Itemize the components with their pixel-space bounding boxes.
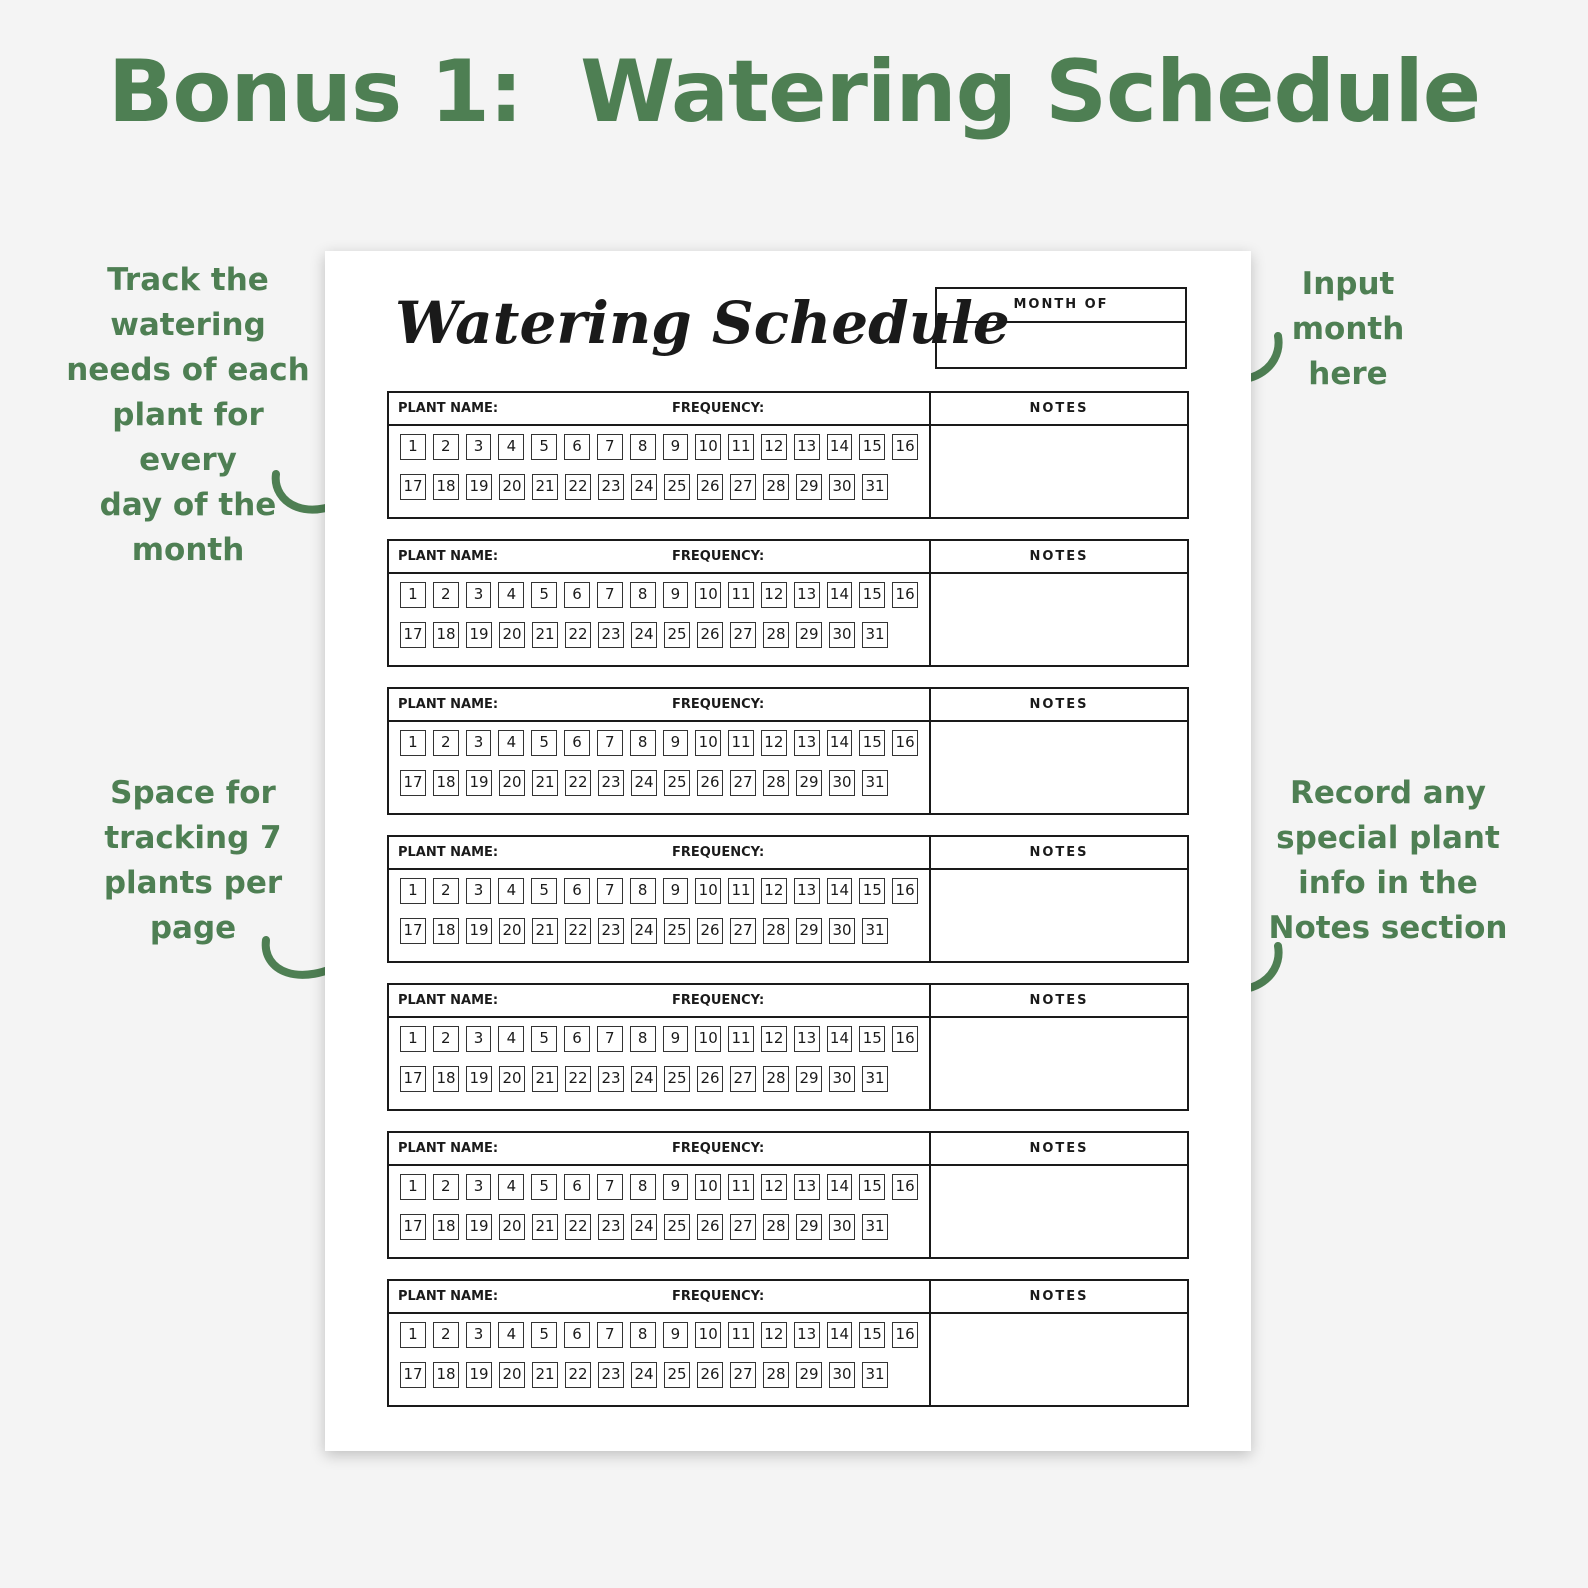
- day-checkbox[interactable]: 21: [532, 1066, 558, 1092]
- plant-blocks: [387, 391, 1189, 1427]
- month-of-label: MONTH OF: [937, 289, 1185, 323]
- day-checkbox[interactable]: 13: [794, 1322, 820, 1348]
- day-checkbox[interactable]: 30: [829, 1214, 855, 1240]
- day-checkbox[interactable]: 21: [532, 918, 558, 944]
- day-checkbox[interactable]: 3: [466, 1026, 492, 1052]
- day-checkbox[interactable]: 13: [794, 878, 820, 904]
- day-checkbox[interactable]: 11: [728, 1322, 754, 1348]
- day-checkbox[interactable]: 26: [697, 918, 723, 944]
- day-checkbox[interactable]: 18: [433, 1362, 459, 1388]
- day-checkbox[interactable]: 4: [498, 1322, 524, 1348]
- day-checkbox[interactable]: 15: [859, 1174, 885, 1200]
- day-checkbox[interactable]: 13: [794, 1174, 820, 1200]
- day-checkbox[interactable]: 10: [695, 1026, 721, 1052]
- day-checkbox[interactable]: 25: [664, 1066, 690, 1092]
- day-checkbox[interactable]: 13: [794, 582, 820, 608]
- day-checkbox[interactable]: 31: [862, 1214, 888, 1240]
- day-checkbox[interactable]: 10: [695, 1174, 721, 1200]
- day-checkbox[interactable]: 21: [532, 770, 558, 796]
- day-checkbox[interactable]: 27: [730, 474, 756, 500]
- plant-block-header: [389, 1281, 1187, 1314]
- day-checkbox[interactable]: 21: [532, 1362, 558, 1388]
- notes-label: NOTES: [1029, 549, 1089, 564]
- day-checkbox[interactable]: 26: [697, 1066, 723, 1092]
- day-checkbox[interactable]: 25: [664, 770, 690, 796]
- day-row-2: [400, 1362, 925, 1389]
- day-checkbox[interactable]: 24: [631, 622, 657, 648]
- frequency-label: FREQUENCY:: [672, 1289, 765, 1304]
- day-checkbox[interactable]: 4: [498, 878, 524, 904]
- day-checkbox[interactable]: 22: [565, 1214, 591, 1240]
- day-checkbox[interactable]: 22: [565, 474, 591, 500]
- plant-block: [387, 539, 1189, 667]
- day-checkbox[interactable]: 24: [631, 1214, 657, 1240]
- notes-field[interactable]: [931, 1166, 1187, 1257]
- day-checkbox[interactable]: 24: [631, 770, 657, 796]
- day-checkbox[interactable]: 22: [565, 770, 591, 796]
- plant-block: [387, 1279, 1189, 1407]
- day-checkbox[interactable]: 10: [695, 434, 721, 460]
- day-checkbox[interactable]: 12: [761, 582, 787, 608]
- day-checkbox[interactable]: 4: [498, 730, 524, 756]
- day-checkbox[interactable]: 20: [499, 918, 525, 944]
- frequency-label: FREQUENCY:: [672, 993, 765, 1008]
- day-checkbox[interactable]: 4: [498, 582, 524, 608]
- day-checkbox[interactable]: 30: [829, 1362, 855, 1388]
- day-grid: [400, 434, 925, 514]
- day-checkbox[interactable]: 9: [663, 1322, 689, 1348]
- day-checkbox[interactable]: 22: [565, 918, 591, 944]
- day-checkbox[interactable]: 14: [827, 1322, 853, 1348]
- day-checkbox[interactable]: 4: [498, 1026, 524, 1052]
- day-checkbox[interactable]: 31: [862, 474, 888, 500]
- day-checkbox[interactable]: 4: [498, 434, 524, 460]
- day-checkbox[interactable]: 6: [564, 582, 590, 608]
- day-checkbox[interactable]: 11: [728, 1174, 754, 1200]
- day-checkbox[interactable]: 15: [859, 434, 885, 460]
- day-row-1: [400, 434, 925, 461]
- plant-block-header: [389, 541, 1187, 574]
- day-checkbox[interactable]: 10: [695, 730, 721, 756]
- day-checkbox[interactable]: 21: [532, 622, 558, 648]
- day-checkbox[interactable]: 23: [598, 1362, 624, 1388]
- day-checkbox[interactable]: 27: [730, 918, 756, 944]
- day-checkbox[interactable]: 2: [433, 1174, 459, 1200]
- frequency-label: FREQUENCY:: [672, 549, 765, 564]
- day-checkbox[interactable]: 3: [466, 1322, 492, 1348]
- day-checkbox[interactable]: 3: [466, 582, 492, 608]
- day-checkbox[interactable]: 7: [597, 1026, 623, 1052]
- day-checkbox[interactable]: 20: [499, 1362, 525, 1388]
- day-checkbox[interactable]: 17: [400, 770, 426, 796]
- day-checkbox[interactable]: 6: [564, 878, 590, 904]
- day-checkbox[interactable]: 28: [763, 770, 789, 796]
- callout-track-watering: Track the watering needs of each plant for every day of the month: [66, 262, 310, 568]
- day-checkbox[interactable]: 5: [531, 1174, 557, 1200]
- day-checkbox[interactable]: 28: [763, 474, 789, 500]
- day-row-2: [400, 918, 925, 945]
- day-checkbox[interactable]: 30: [829, 474, 855, 500]
- day-checkbox[interactable]: 24: [631, 918, 657, 944]
- plant-block: [387, 391, 1189, 519]
- day-checkbox[interactable]: 6: [564, 730, 590, 756]
- day-checkbox[interactable]: 8: [630, 1174, 656, 1200]
- day-checkbox[interactable]: 3: [466, 434, 492, 460]
- notes-label: NOTES: [1029, 1141, 1089, 1156]
- day-checkbox[interactable]: 30: [829, 1066, 855, 1092]
- day-checkbox[interactable]: 30: [829, 770, 855, 796]
- notes-label: NOTES: [1029, 401, 1089, 416]
- day-checkbox[interactable]: 16: [892, 1026, 918, 1052]
- day-grid: [400, 730, 925, 810]
- day-checkbox[interactable]: 22: [565, 1066, 591, 1092]
- day-checkbox[interactable]: 1: [400, 582, 426, 608]
- day-checkbox[interactable]: 1: [400, 1174, 426, 1200]
- day-checkbox[interactable]: 7: [597, 730, 623, 756]
- day-checkbox[interactable]: 28: [763, 918, 789, 944]
- day-checkbox[interactable]: 29: [796, 1066, 822, 1092]
- day-checkbox[interactable]: 20: [499, 1214, 525, 1240]
- notes-label: NOTES: [1029, 845, 1089, 860]
- month-of-field[interactable]: [937, 323, 1185, 367]
- notes-field[interactable]: [931, 722, 1187, 813]
- day-checkbox[interactable]: 6: [564, 1026, 590, 1052]
- frequency-label: FREQUENCY:: [672, 697, 765, 712]
- day-checkbox[interactable]: 3: [466, 1174, 492, 1200]
- day-checkbox[interactable]: 1: [400, 730, 426, 756]
- day-checkbox[interactable]: 8: [630, 1322, 656, 1348]
- day-checkbox[interactable]: 2: [433, 878, 459, 904]
- day-checkbox[interactable]: 1: [400, 878, 426, 904]
- day-checkbox[interactable]: 12: [761, 878, 787, 904]
- day-checkbox[interactable]: 28: [763, 1214, 789, 1240]
- day-checkbox[interactable]: 24: [631, 1362, 657, 1388]
- day-checkbox[interactable]: 23: [598, 622, 624, 648]
- day-checkbox[interactable]: 6: [564, 1322, 590, 1348]
- day-checkbox[interactable]: 23: [598, 1214, 624, 1240]
- day-checkbox[interactable]: 3: [466, 878, 492, 904]
- month-of-box: [935, 287, 1187, 369]
- day-checkbox[interactable]: 17: [400, 1362, 426, 1388]
- day-checkbox[interactable]: 30: [829, 918, 855, 944]
- day-checkbox[interactable]: 11: [728, 582, 754, 608]
- plant-block: [387, 1131, 1189, 1259]
- day-checkbox[interactable]: 17: [400, 918, 426, 944]
- day-checkbox[interactable]: 2: [433, 730, 459, 756]
- day-checkbox[interactable]: 16: [892, 1322, 918, 1348]
- day-checkbox[interactable]: 18: [433, 622, 459, 648]
- callout-seven-plants: Space for tracking 7 plants per page: [103, 775, 283, 946]
- day-checkbox[interactable]: 14: [827, 1174, 853, 1200]
- day-checkbox[interactable]: 19: [466, 1214, 492, 1240]
- day-checkbox[interactable]: 25: [664, 1362, 690, 1388]
- frequency-label: FREQUENCY:: [672, 845, 765, 860]
- day-checkbox[interactable]: 19: [466, 1362, 492, 1388]
- day-checkbox[interactable]: 8: [630, 434, 656, 460]
- day-checkbox[interactable]: 27: [730, 1066, 756, 1092]
- day-row-2: [400, 622, 925, 649]
- plant-name-label: PLANT NAME:: [398, 845, 499, 860]
- day-checkbox[interactable]: 29: [796, 770, 822, 796]
- day-checkbox[interactable]: 19: [466, 918, 492, 944]
- page-headline: Bonus 1: Watering Schedule: [107, 42, 1481, 142]
- day-checkbox[interactable]: 18: [433, 770, 459, 796]
- day-checkbox[interactable]: 1: [400, 1026, 426, 1052]
- sheet-title: Watering Schedule: [395, 289, 1010, 357]
- day-checkbox[interactable]: 20: [499, 1066, 525, 1092]
- day-checkbox[interactable]: 26: [697, 1362, 723, 1388]
- day-checkbox[interactable]: 16: [892, 434, 918, 460]
- day-checkbox[interactable]: 26: [697, 474, 723, 500]
- day-checkbox[interactable]: 24: [631, 474, 657, 500]
- day-checkbox[interactable]: 31: [862, 622, 888, 648]
- day-checkbox[interactable]: 27: [730, 770, 756, 796]
- day-checkbox[interactable]: 25: [664, 622, 690, 648]
- day-checkbox[interactable]: 19: [466, 770, 492, 796]
- plant-name-label: PLANT NAME:: [398, 401, 499, 416]
- day-checkbox[interactable]: 8: [630, 730, 656, 756]
- day-checkbox[interactable]: 1: [400, 1322, 426, 1348]
- day-row-2: [400, 770, 925, 797]
- notes-label: NOTES: [1029, 993, 1089, 1008]
- plant-block-header: [389, 689, 1187, 722]
- day-checkbox[interactable]: 29: [796, 1214, 822, 1240]
- plant-block-header: [389, 985, 1187, 1018]
- day-checkbox[interactable]: 2: [433, 1026, 459, 1052]
- day-checkbox[interactable]: 26: [697, 1214, 723, 1240]
- day-checkbox[interactable]: 10: [695, 582, 721, 608]
- day-checkbox[interactable]: 17: [400, 1066, 426, 1092]
- notes-field[interactable]: [931, 426, 1187, 517]
- day-row-2: [400, 1066, 925, 1093]
- day-checkbox[interactable]: 7: [597, 1174, 623, 1200]
- day-row-1: [400, 878, 925, 905]
- day-checkbox[interactable]: 7: [597, 1322, 623, 1348]
- day-checkbox[interactable]: 21: [532, 1214, 558, 1240]
- day-checkbox[interactable]: 27: [730, 1362, 756, 1388]
- day-checkbox[interactable]: 12: [761, 1322, 787, 1348]
- day-checkbox[interactable]: 9: [663, 1174, 689, 1200]
- day-row-1: [400, 730, 925, 757]
- callout-input-month: Input month here: [1291, 266, 1405, 392]
- day-checkbox[interactable]: 30: [829, 622, 855, 648]
- day-checkbox[interactable]: 16: [892, 582, 918, 608]
- day-checkbox[interactable]: 26: [697, 622, 723, 648]
- plant-block: [387, 835, 1189, 963]
- day-row-2: [400, 474, 925, 501]
- day-checkbox[interactable]: 2: [433, 434, 459, 460]
- day-checkbox[interactable]: 20: [499, 474, 525, 500]
- day-checkbox[interactable]: 31: [862, 1066, 888, 1092]
- day-checkbox[interactable]: 17: [400, 1214, 426, 1240]
- day-checkbox[interactable]: 8: [630, 1026, 656, 1052]
- day-checkbox[interactable]: 22: [565, 1362, 591, 1388]
- notes-label: NOTES: [1029, 1289, 1089, 1304]
- day-checkbox[interactable]: 28: [763, 1066, 789, 1092]
- day-row-1: [400, 582, 925, 609]
- day-checkbox[interactable]: 16: [892, 1174, 918, 1200]
- day-checkbox[interactable]: 12: [761, 1026, 787, 1052]
- day-checkbox[interactable]: 29: [796, 1362, 822, 1388]
- day-checkbox[interactable]: 6: [564, 1174, 590, 1200]
- day-checkbox[interactable]: 8: [630, 582, 656, 608]
- day-checkbox[interactable]: 24: [631, 1066, 657, 1092]
- day-checkbox[interactable]: 29: [796, 622, 822, 648]
- day-checkbox[interactable]: 14: [827, 730, 853, 756]
- plant-name-label: PLANT NAME:: [398, 993, 499, 1008]
- day-checkbox[interactable]: 18: [433, 918, 459, 944]
- day-checkbox[interactable]: 15: [859, 582, 885, 608]
- frequency-label: FREQUENCY:: [672, 1141, 765, 1156]
- day-checkbox[interactable]: 5: [531, 878, 557, 904]
- plant-name-label: PLANT NAME:: [398, 697, 499, 712]
- day-checkbox[interactable]: 31: [862, 1362, 888, 1388]
- plant-block-header: [389, 393, 1187, 426]
- notes-label: NOTES: [1029, 697, 1089, 712]
- day-checkbox[interactable]: 11: [728, 730, 754, 756]
- day-checkbox[interactable]: 11: [728, 1026, 754, 1052]
- day-checkbox[interactable]: 9: [663, 582, 689, 608]
- day-checkbox[interactable]: 27: [730, 1214, 756, 1240]
- day-checkbox[interactable]: 5: [531, 582, 557, 608]
- day-checkbox[interactable]: 5: [531, 1026, 557, 1052]
- plant-name-label: PLANT NAME:: [398, 1141, 499, 1156]
- day-checkbox[interactable]: 28: [763, 1362, 789, 1388]
- plant-name-label: PLANT NAME:: [398, 1289, 499, 1304]
- day-checkbox[interactable]: 9: [663, 878, 689, 904]
- plant-block-header: [389, 1133, 1187, 1166]
- day-checkbox[interactable]: 17: [400, 474, 426, 500]
- day-checkbox[interactable]: 12: [761, 1174, 787, 1200]
- day-checkbox[interactable]: 14: [827, 1026, 853, 1052]
- day-checkbox[interactable]: 7: [597, 582, 623, 608]
- day-checkbox[interactable]: 18: [433, 1066, 459, 1092]
- plant-name-label: PLANT NAME:: [398, 549, 499, 564]
- day-checkbox[interactable]: 29: [796, 918, 822, 944]
- plant-block: [387, 687, 1189, 815]
- notes-field[interactable]: [931, 1314, 1187, 1405]
- day-checkbox[interactable]: 23: [598, 918, 624, 944]
- day-checkbox[interactable]: 13: [794, 434, 820, 460]
- plant-block-header: [389, 837, 1187, 870]
- day-checkbox[interactable]: 7: [597, 434, 623, 460]
- day-grid: [400, 582, 925, 662]
- day-checkbox[interactable]: 11: [728, 878, 754, 904]
- day-checkbox[interactable]: 7: [597, 878, 623, 904]
- day-checkbox[interactable]: 31: [862, 770, 888, 796]
- day-checkbox[interactable]: 26: [697, 770, 723, 796]
- day-checkbox[interactable]: 9: [663, 1026, 689, 1052]
- day-checkbox[interactable]: 14: [827, 878, 853, 904]
- day-checkbox[interactable]: 23: [598, 474, 624, 500]
- day-checkbox[interactable]: 20: [499, 622, 525, 648]
- day-checkbox[interactable]: 21: [532, 474, 558, 500]
- day-checkbox[interactable]: 15: [859, 878, 885, 904]
- day-checkbox[interactable]: 16: [892, 878, 918, 904]
- day-grid: [400, 878, 925, 958]
- day-checkbox[interactable]: 1: [400, 434, 426, 460]
- day-grid: [400, 1026, 925, 1106]
- day-checkbox[interactable]: 17: [400, 622, 426, 648]
- day-checkbox[interactable]: 22: [565, 622, 591, 648]
- frequency-label: FREQUENCY:: [672, 401, 765, 416]
- day-checkbox[interactable]: 12: [761, 730, 787, 756]
- day-checkbox[interactable]: 6: [564, 434, 590, 460]
- printable-sheet: [325, 251, 1251, 1451]
- day-grid: [400, 1174, 925, 1254]
- day-checkbox[interactable]: 15: [859, 1026, 885, 1052]
- day-checkbox[interactable]: 13: [794, 1026, 820, 1052]
- day-checkbox[interactable]: 16: [892, 730, 918, 756]
- day-checkbox[interactable]: 27: [730, 622, 756, 648]
- notes-field[interactable]: [931, 870, 1187, 961]
- day-checkbox[interactable]: 11: [728, 434, 754, 460]
- plant-block: [387, 983, 1189, 1111]
- day-checkbox[interactable]: 14: [827, 582, 853, 608]
- day-checkbox[interactable]: 5: [531, 1322, 557, 1348]
- day-checkbox[interactable]: 5: [531, 434, 557, 460]
- day-checkbox[interactable]: 15: [859, 730, 885, 756]
- day-checkbox[interactable]: 23: [598, 1066, 624, 1092]
- day-grid: [400, 1322, 925, 1402]
- day-checkbox[interactable]: 10: [695, 1322, 721, 1348]
- day-checkbox[interactable]: 9: [663, 730, 689, 756]
- day-checkbox[interactable]: 19: [466, 474, 492, 500]
- day-checkbox[interactable]: 28: [763, 622, 789, 648]
- day-checkbox[interactable]: 12: [761, 434, 787, 460]
- day-checkbox[interactable]: 15: [859, 1322, 885, 1348]
- callout-notes-section: Record any special plant info in the Notes section: [1268, 775, 1508, 946]
- day-row-1: [400, 1174, 925, 1201]
- notes-field[interactable]: [931, 1018, 1187, 1109]
- day-checkbox[interactable]: 18: [433, 1214, 459, 1240]
- day-checkbox[interactable]: 19: [466, 1066, 492, 1092]
- day-checkbox[interactable]: 29: [796, 474, 822, 500]
- day-checkbox[interactable]: 19: [466, 622, 492, 648]
- notes-field[interactable]: [931, 574, 1187, 665]
- day-checkbox[interactable]: 2: [433, 582, 459, 608]
- day-checkbox[interactable]: 2: [433, 1322, 459, 1348]
- day-checkbox[interactable]: 20: [499, 770, 525, 796]
- day-checkbox[interactable]: 14: [827, 434, 853, 460]
- day-checkbox[interactable]: 9: [663, 434, 689, 460]
- day-row-2: [400, 1214, 925, 1241]
- day-checkbox[interactable]: 23: [598, 770, 624, 796]
- day-checkbox[interactable]: 25: [664, 1214, 690, 1240]
- day-checkbox[interactable]: 18: [433, 474, 459, 500]
- day-row-1: [400, 1322, 925, 1349]
- day-checkbox[interactable]: 10: [695, 878, 721, 904]
- day-checkbox[interactable]: 3: [466, 730, 492, 756]
- day-row-1: [400, 1026, 925, 1053]
- day-checkbox[interactable]: 13: [794, 730, 820, 756]
- day-checkbox[interactable]: 31: [862, 918, 888, 944]
- day-checkbox[interactable]: 25: [664, 918, 690, 944]
- day-checkbox[interactable]: 8: [630, 878, 656, 904]
- day-checkbox[interactable]: 25: [664, 474, 690, 500]
- day-checkbox[interactable]: 4: [498, 1174, 524, 1200]
- day-checkbox[interactable]: 5: [531, 730, 557, 756]
